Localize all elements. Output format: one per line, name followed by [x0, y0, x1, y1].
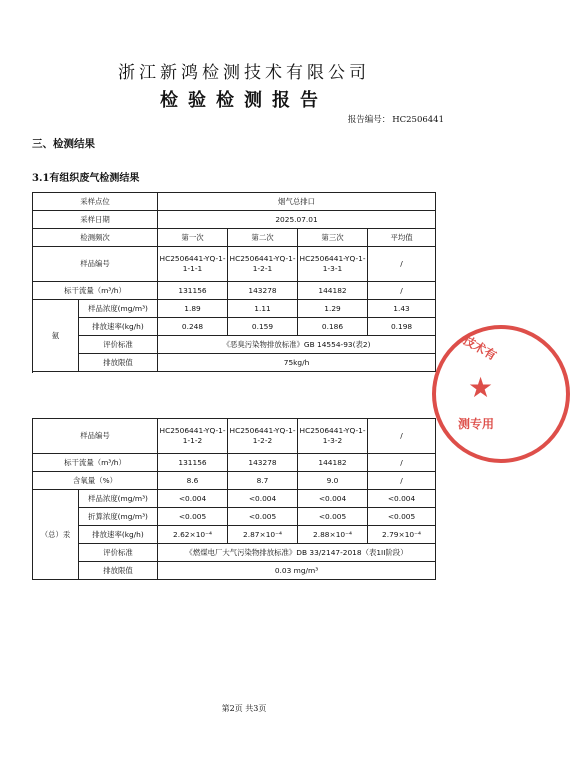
- oxygen-cell: 8.6: [158, 472, 228, 490]
- sample-no-cell: HC2506441-YQ-1-1-2-2: [228, 419, 298, 454]
- flow-cell: 131156: [158, 454, 228, 472]
- table-row: [33, 282, 436, 300]
- table-row: [33, 544, 436, 562]
- oxygen-cell: 8.7: [228, 472, 298, 490]
- limit-label: 排放限值: [79, 562, 158, 580]
- table-row: [33, 247, 436, 282]
- rate-cell: 0.198: [368, 318, 436, 336]
- limit-label: 排放限值: [79, 354, 158, 372]
- sampling-date-label: 采样日期: [33, 211, 158, 229]
- rate-cell: 0.186: [298, 318, 368, 336]
- standard-value: 《燃煤电厂大气污染物排放标准》DB 33/2147-2018（表1II阶段）: [158, 544, 436, 562]
- flow-cell: 144182: [298, 454, 368, 472]
- table-row: [33, 562, 436, 580]
- flow-cell: 144182: [298, 282, 368, 300]
- star-icon: ★: [468, 371, 494, 404]
- table-row: [33, 229, 436, 247]
- flow-cell: 143278: [228, 454, 298, 472]
- sample-no-cell: HC2506441-YQ-1-1-3-2: [298, 419, 368, 454]
- limit-value: 75kg/h: [158, 354, 436, 372]
- pollutant-ammonia: 氨: [33, 300, 79, 372]
- conv-cell: <0.005: [158, 508, 228, 526]
- sampling-point-label: 采样点位: [33, 193, 158, 211]
- conc-cell: <0.004: [158, 490, 228, 508]
- table-row: [33, 472, 436, 490]
- standard-value: 《恶臭污染物排放标准》GB 14554-93(表2): [158, 336, 436, 354]
- rate-cell: 2.62×10⁻⁴: [158, 526, 228, 544]
- sample-no-cell: /: [368, 247, 436, 282]
- subsection-title: 3.1有组织废气检测结果: [32, 173, 140, 184]
- sampling-point-value: 烟气总排口: [158, 193, 436, 211]
- flow-cell: 131156: [158, 282, 228, 300]
- table-row: [33, 419, 436, 454]
- results-table-part2: [32, 418, 436, 580]
- sample-no-label: 样品编号: [33, 419, 158, 454]
- report-title: 检验检测报告: [160, 90, 328, 111]
- conc-cell: 1.29: [298, 300, 368, 318]
- oxygen-label: 含氧量（%）: [33, 472, 158, 490]
- report-number: [346, 113, 444, 125]
- conc-cell: 1.89: [158, 300, 228, 318]
- rate-label: 排放速率(kg/h): [79, 318, 158, 336]
- frequency-cell: 第一次: [158, 229, 228, 247]
- table-row: [33, 526, 436, 544]
- page-footer: 第2页 共3页: [221, 704, 267, 713]
- table-row: [33, 454, 436, 472]
- sample-no-label: 样品编号: [33, 247, 158, 282]
- sample-no-cell: HC2506441-YQ-1-1-2-1: [228, 247, 298, 282]
- conc-cell: 1.11: [228, 300, 298, 318]
- standard-label: 评价标准: [79, 336, 158, 354]
- report-number-label: 报告编号：: [347, 115, 391, 125]
- conc-cell: 1.43: [368, 300, 436, 318]
- rate-cell: 0.159: [228, 318, 298, 336]
- section-title: 三、检测结果: [32, 138, 95, 150]
- table-row: [33, 336, 436, 354]
- conc-label: 样品浓度(mg/m³): [79, 490, 158, 508]
- stamp-text-top: 技术有: [460, 332, 499, 363]
- stamp-text-bottom: 测专用: [458, 417, 495, 431]
- sample-no-cell: HC2506441-YQ-1-1-1-1: [158, 247, 228, 282]
- table-row: [33, 508, 436, 526]
- limit-value: 0.03 mg/m³: [158, 562, 436, 580]
- frequency-cell: 第二次: [228, 229, 298, 247]
- conc-cell: <0.004: [298, 490, 368, 508]
- conc-label: 样品浓度(mg/m³): [79, 300, 158, 318]
- sample-no-cell: /: [368, 419, 436, 454]
- pollutant-mercury: （总）汞: [33, 490, 79, 580]
- rate-cell: 2.79×10⁻⁴: [368, 526, 436, 544]
- sample-no-cell: HC2506441-YQ-1-1-3-1: [298, 247, 368, 282]
- table-row: [33, 211, 436, 229]
- table-row: [33, 193, 436, 211]
- flow-cell: /: [368, 282, 436, 300]
- conc-cell: <0.004: [368, 490, 436, 508]
- flow-cell: 143278: [228, 282, 298, 300]
- flow-label: 标干流量（m³/h）: [33, 454, 158, 472]
- oxygen-cell: 9.0: [298, 472, 368, 490]
- company-name: 浙江新鸿检测技术有限公司: [118, 63, 370, 83]
- table-row: [33, 300, 436, 318]
- frequency-cell: 第三次: [298, 229, 368, 247]
- inspection-seal-stamp: [432, 325, 570, 463]
- conv-cell: <0.005: [298, 508, 368, 526]
- sample-no-cell: HC2506441-YQ-1-1-1-2: [158, 419, 228, 454]
- flow-cell: /: [368, 454, 436, 472]
- conv-cell: <0.005: [368, 508, 436, 526]
- results-table: [32, 192, 436, 372]
- conc-cell: <0.004: [228, 490, 298, 508]
- table-row: [33, 354, 436, 372]
- frequency-cell: 平均值: [368, 229, 436, 247]
- rate-cell: 0.248: [158, 318, 228, 336]
- rate-label: 排放速率(kg/h): [79, 526, 158, 544]
- standard-label: 评价标准: [79, 544, 158, 562]
- rate-cell: 2.87×10⁻⁴: [228, 526, 298, 544]
- table-row: [33, 318, 436, 336]
- oxygen-cell: /: [368, 472, 436, 490]
- conv-cell: <0.005: [228, 508, 298, 526]
- table-row: [33, 490, 436, 508]
- conv-label: 折算浓度(mg/m³): [79, 508, 158, 526]
- flow-label: 标干流量（m³/h）: [33, 282, 158, 300]
- frequency-label: 检测频次: [33, 229, 158, 247]
- sampling-date-value: 2025.07.01: [158, 211, 436, 229]
- rate-cell: 2.88×10⁻⁴: [298, 526, 368, 544]
- report-number-value: HC2506441: [392, 115, 444, 125]
